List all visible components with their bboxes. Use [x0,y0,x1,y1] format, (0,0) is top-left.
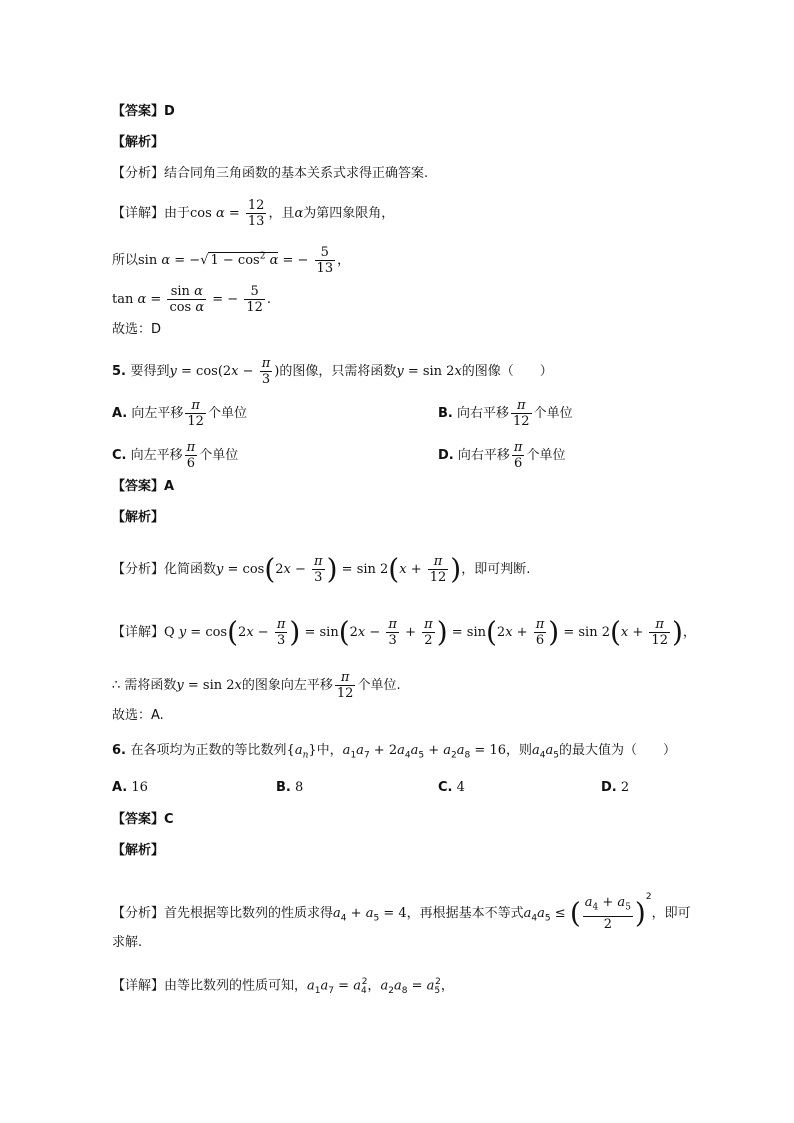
detail-line-1: 【详解】由于cos α = $\frac{12}{13}$ ，且α为第四象限角， [112,198,395,229]
detail-line-6: 【详解】由等比数列的性质可知，$a_1a_7 = a_4^2$，$a_2a_8 = a_5^2$， [112,977,454,996]
analysis-line-3: 【分析】首先根据等比数列的性质求得$a_4 + a_5 = 4$，再根据基本不等式$a_4a_5$ ≤ ( $\frac{a_4 + a_5}{2}$ )$^2$，即可 [112,892,691,932]
answer-line-a: 【答案】A [112,479,175,494]
detail-line-3: tan α = $\frac{\text{sin α}}{\text{cos α}}$ = − $\frac{5}{12}$ . [112,284,272,315]
q5-option-a[interactable]: A. 向左平移 $\frac{\pi}{12}$ 个单位 [112,398,247,429]
detail-line-5: ∴ 需将函数y = sin 2x的图象向左平移 $\frac{\pi}{12}$ 个单位. [112,670,401,701]
answer-line-d: 【答案】D [112,104,175,119]
choice-line-d: 故选：D [112,322,162,337]
detail-line-4: 【详解】Q y = cos(2x − $\frac{\pi}{3}$ ) = sin(2x − $\frac{\pi}{3}$ + $\frac{\pi}{2}$ ) = sin(2x + $\frac{\pi}{6}$ ) = sin 2(x + $\frac{\pi}{12}$ )， [112,615,696,649]
answer-line-c: 【答案】C [112,812,174,827]
question-5: 5. 要得到y = cos(2x − $\frac{\pi}{3}$ )的图像，只需将函数y = sin 2x的图像（ ） [112,356,553,387]
q6-option-d[interactable]: D. 2 [601,780,630,795]
q6-option-a[interactable]: A. 16 [112,780,148,795]
analysis-heading-1: 【解析】 [112,135,165,150]
question-6: 6. 在各项均为正数的等比数列$\{a_n\}$中，$a_1a_7 + 2a_4a_5 + a_2a_8 = 16$，则$a_4a_5$的最大值为（ ） [112,743,677,761]
analysis-line-1: 【分析】结合同角三角函数的基本关系式求得正确答案. [112,166,429,181]
q5-option-d[interactable]: D. 向右平移 $\frac{\pi}{6}$ 个单位 [438,440,566,471]
analysis-line-2: 【分析】化简函数y = cos(2x − $\frac{\pi}{3}$ ) = sin 2(x + $\frac{\pi}{12}$ )，即可判断. [112,552,531,586]
analysis-heading-2: 【解析】 [112,510,165,525]
detail-line-2: 所以sin α = −√ $1 - \cos^2 \alpha$ = − $\frac{5}{13}$ ， [112,245,351,276]
q5-option-c[interactable]: C. 向左平移 $\frac{\pi}{6}$ 个单位 [112,440,239,471]
qiujie-line: 求解. [112,935,143,950]
q6-option-c[interactable]: C. 4 [438,780,465,795]
choice-line-a: 故选：A. [112,708,164,723]
analysis-heading-3: 【解析】 [112,843,165,858]
q6-option-b[interactable]: B. 8 [276,780,304,795]
q5-option-b[interactable]: B. 向右平移 $\frac{\pi}{12}$ 个单位 [438,398,573,429]
